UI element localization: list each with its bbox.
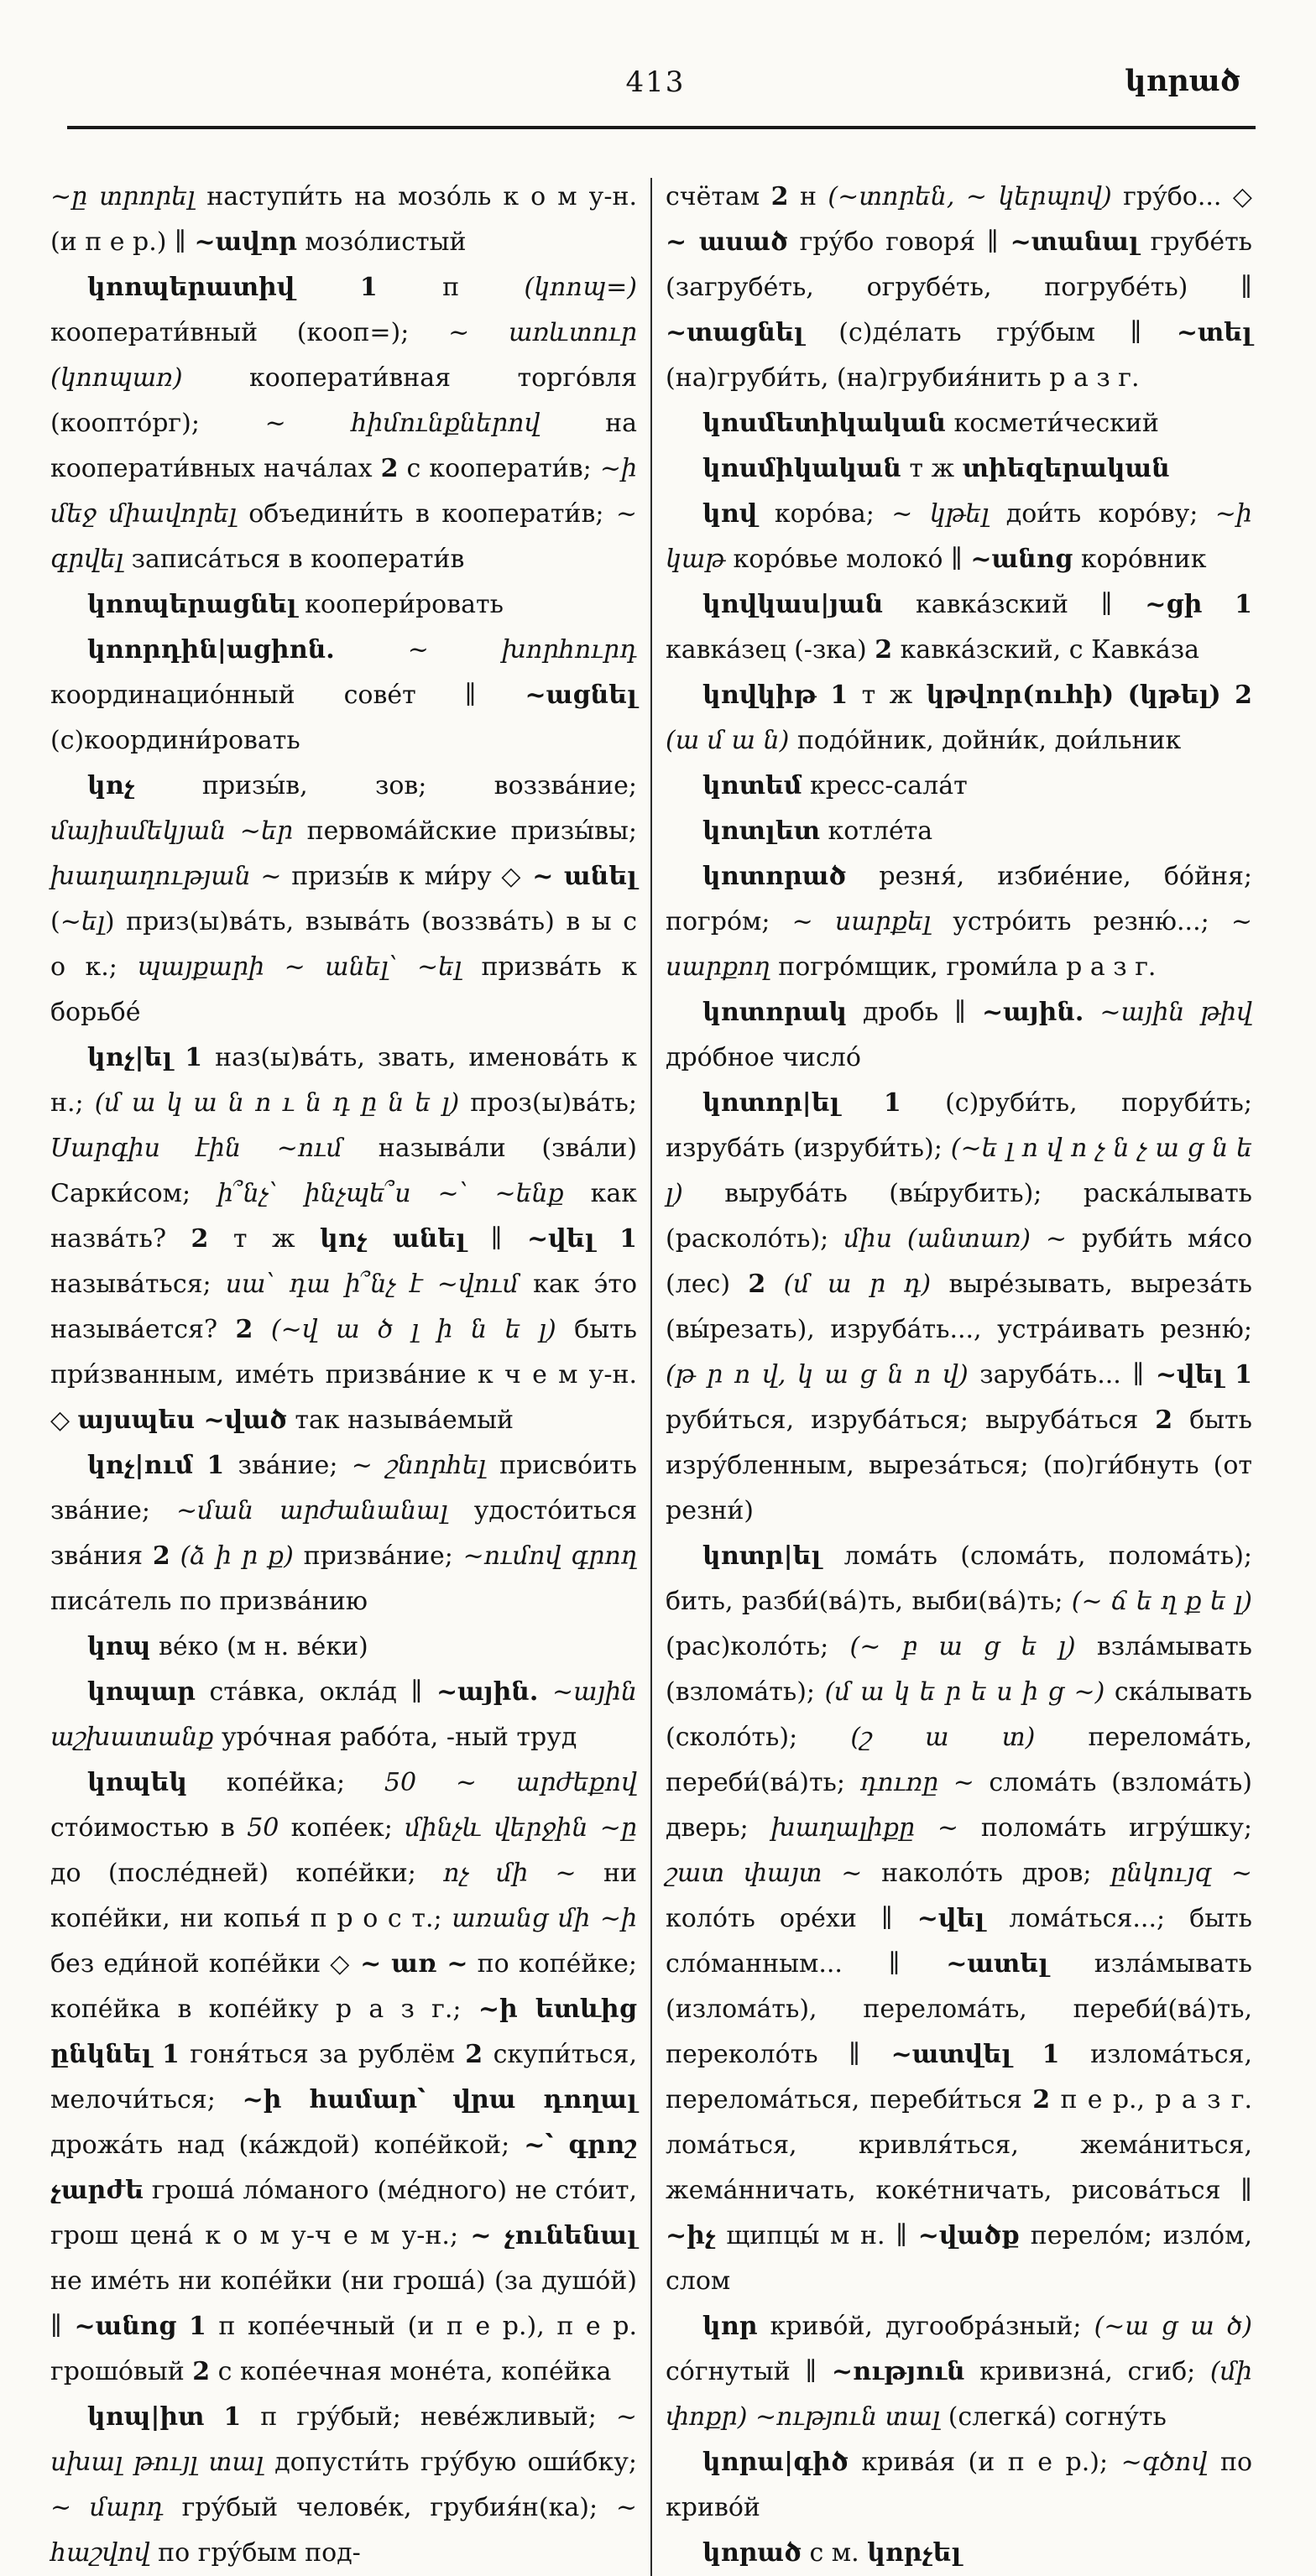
translation-text: криво́й, дугообра́зный; xyxy=(757,2312,1094,2341)
translation-text xyxy=(817,681,830,710)
translation-text: устро́ить резню́...; xyxy=(931,907,1231,936)
translation-text: коро́ва; xyxy=(757,499,892,529)
armenian-example: (~ա ց ա ծ) xyxy=(1094,2312,1252,2341)
translation-text: перело́м; изло́м, слом xyxy=(666,2221,1252,2296)
headword-or-idiom: 2 xyxy=(1155,1405,1173,1435)
headword-or-idiom: կոտր|ել xyxy=(702,1541,822,1571)
translation-text: ска́лывать (сколо́ть); xyxy=(666,1677,1252,1752)
translation-text: записа́ться в кооперати́в xyxy=(123,545,465,574)
dictionary-entry xyxy=(50,1760,637,2395)
armenian-example: ~ հիմունքներով xyxy=(264,409,540,438)
headword-or-idiom: կոչ xyxy=(87,771,135,800)
headword-or-idiom: 2 xyxy=(1032,2085,1051,2115)
translation-text: зва́ние; xyxy=(224,1451,352,1480)
translation-text: кривизна́, сгиб; xyxy=(964,2357,1210,2386)
translation-text xyxy=(1084,998,1099,1027)
headword-or-idiom: կոպար xyxy=(87,1677,196,1707)
headword-or-idiom: կոսմիկական xyxy=(702,454,901,483)
headword-or-idiom: ~՝ գրոշ չարժե xyxy=(50,2130,637,2205)
translation-text xyxy=(538,1677,552,1707)
translation-text: называ́ли (зва́ли) Сарки́сом; xyxy=(50,1134,637,1208)
headword-or-idiom: ~վել xyxy=(526,1224,595,1254)
armenian-example: (~ե լ ո վ ո չ ն չ ա ց ն ե լ) xyxy=(666,1134,1252,1208)
armenian-example: (~ բ ա ց ե լ) xyxy=(849,1632,1076,1661)
headword-or-idiom: 1 xyxy=(619,1224,637,1254)
dictionary-entry xyxy=(50,1624,637,1670)
armenian-example: մայիսմեկյան ~եր xyxy=(50,816,294,846)
translation-text xyxy=(1224,1360,1235,1390)
translation-text: щипцы́ м н. ∥ xyxy=(715,2221,918,2250)
headword-or-idiom: կոպեկ xyxy=(87,1768,187,1797)
armenian-example: ~ գրվել xyxy=(50,499,637,574)
armenian-example: ~ սարքել xyxy=(791,907,932,936)
headword-or-idiom: կոչ|ել xyxy=(87,1043,173,1072)
translation-text: дро́бное число́ xyxy=(666,1043,861,1072)
translation-text: кресс-сала́т xyxy=(802,771,968,800)
headword-or-idiom: ~ատվել xyxy=(890,2040,1012,2069)
translation-text: п xyxy=(377,273,525,302)
dictionary-entry xyxy=(50,1443,637,1624)
translation-text: гроша́ ло́маного (ме́дного) не сто́ит, грош цена́ к о м у-ч е м у-н.; xyxy=(50,2176,637,2250)
armenian-example: խաղաղության ~ xyxy=(50,862,282,891)
headword-or-idiom: կոտլետ xyxy=(702,816,820,846)
translation-text: кавка́зский ∥ xyxy=(883,590,1146,619)
translation-text: дробь ∥ xyxy=(847,998,983,1027)
armenian-example: դուռը ~ xyxy=(859,1768,974,1797)
translation-text xyxy=(595,1224,620,1254)
translation-text: ни копе́йки, ни копья́ п р о с т.; xyxy=(50,1859,638,1933)
armenian-example: ~ել xyxy=(60,907,105,936)
headword-or-idiom: կովկաս|յան xyxy=(702,590,884,619)
headword-or-idiom: 2 xyxy=(770,182,789,211)
armenian-example: ~ առևտուր (կոոպառ) xyxy=(50,318,637,393)
dictionary-entry xyxy=(666,2304,1252,2440)
dictionary-entry xyxy=(50,175,637,265)
armenian-example: (~տորեն, ~ կերպով) xyxy=(828,182,1112,211)
translation-text: с кооперати́в; xyxy=(398,454,600,483)
translation-text xyxy=(172,1043,185,1072)
armenian-example: (ա մ ա ն) xyxy=(666,726,790,755)
armenian-example: մինչև վերջին ~ը xyxy=(405,1813,637,1843)
translation-text: по гру́бым под- xyxy=(149,2538,361,2568)
translation-text: координацио́нный сове́т ∥ xyxy=(50,681,525,710)
translation-text: выре́зывать, выреза́ть (вы́резать), изруба́ть..., устра́ивать резню́; xyxy=(666,1270,1253,1344)
armenian-example: ~ումով գրող xyxy=(462,1541,637,1571)
translation-text xyxy=(765,1270,783,1299)
headword-or-idiom: կորա|գիծ xyxy=(702,2448,849,2477)
armenian-example: խաղալիքը ~ xyxy=(770,1813,959,1843)
translation-text: по копе́йке; копе́йка в копе́йку р а з г.; xyxy=(50,1949,637,2024)
headword-or-idiom: ~վել xyxy=(916,1904,985,1933)
translation-text: излома́ться, перелома́ться, переби́ться xyxy=(666,2040,1252,2115)
translation-text: т ж xyxy=(901,454,963,483)
translation-text: копе́ек; xyxy=(279,1813,405,1843)
armenian-example: 50 xyxy=(247,1813,279,1843)
translation-text: называ́ться; xyxy=(50,1270,226,1299)
dictionary-entry xyxy=(666,764,1252,809)
translation-text xyxy=(176,2312,189,2341)
translation-text: так называ́емый xyxy=(286,1405,514,1435)
translation-text xyxy=(193,1451,206,1480)
translation-text: руби́ть мя́со (лес) xyxy=(666,1224,1253,1299)
translation-text: перелома́ть, переби́(ва́)ть; xyxy=(666,1723,1252,1797)
armenian-example: միս (անտառ) ~ xyxy=(843,1224,1068,1254)
headword-or-idiom: կով xyxy=(702,499,758,529)
headword-or-idiom: ~ առ ~ xyxy=(360,1949,468,1979)
translation-text: счётам xyxy=(666,182,771,211)
headword-or-idiom: կովկիթ xyxy=(702,681,817,710)
dictionary-entry xyxy=(666,1534,1252,2304)
dictionary-entry xyxy=(50,628,637,764)
translation-text: быть при́званным, име́ть призва́ние к ч е м у-н. ◇ xyxy=(50,1315,638,1435)
headword-or-idiom: 2 xyxy=(380,454,399,483)
headword-or-idiom: ~տացնել xyxy=(666,318,804,347)
translation-text xyxy=(1202,590,1235,619)
translation-text: уро́чная рабо́та, -ный труд xyxy=(213,1723,577,1752)
headword-or-idiom: ~վածք xyxy=(917,2221,1021,2250)
armenian-example: ~ սարքող xyxy=(666,907,1253,982)
translation-text: котле́та xyxy=(819,816,933,846)
headword-or-idiom: կոր xyxy=(702,2312,758,2341)
translation-text: копе́йка; xyxy=(186,1768,384,1797)
translation-text: присво́ить зва́ние; xyxy=(50,1451,637,1525)
headword-or-idiom: 1 xyxy=(161,2040,180,2069)
translation-text: коопери́ровать xyxy=(296,590,504,619)
translation-text: призы́в к ми́ру ◇ xyxy=(281,862,533,891)
headword-or-idiom: 1 xyxy=(188,2312,206,2341)
headword-or-idiom: ~ ասած xyxy=(666,227,788,257)
headword-or-idiom: կոոպերատիվ xyxy=(87,273,295,302)
translation-text: (слегка́) согну́ть xyxy=(940,2402,1167,2432)
dictionary-entry xyxy=(666,673,1252,764)
translation-text: гру́бо говоря́ ∥ xyxy=(787,227,1010,257)
translation-text: наступи́ть на мозо́ль к о м у-н. (и п е р.) ∥ xyxy=(50,182,637,257)
headword-or-idiom: կորչել xyxy=(867,2538,962,2568)
armenian-example: (~ ճ ե ղ ք ե լ) xyxy=(1071,1587,1252,1616)
translation-text: не име́ть ни копе́йки (ни гроша́) (за душо́й) ∥ xyxy=(50,2266,637,2341)
translation-text: призы́в, зов; воззва́ние; xyxy=(134,771,637,800)
translation-text: кавка́зец (-зка) xyxy=(666,635,875,665)
headword-or-idiom: տիեզերական xyxy=(962,454,1170,483)
armenian-example: (շ ա տ) xyxy=(850,1723,1036,1752)
translation-text: крива́я (и п е р.); xyxy=(848,2448,1121,2477)
headword-or-idiom: ~ային. xyxy=(436,1677,539,1707)
armenian-example: ընկույզ ~ xyxy=(1110,1859,1253,1888)
translation-text: гру́бый челове́к, грубия́н(ка); xyxy=(163,2493,616,2522)
left-column xyxy=(50,175,637,2576)
armenian-example: (մի փոքր) ~ություն տալ xyxy=(666,2357,1252,2432)
translation-text: резня́, избие́ние, бо́йня; погро́м; xyxy=(666,862,1252,936)
headword-or-idiom: կոպ|իտ xyxy=(87,2402,205,2432)
translation-text: удосто́иться зва́ния xyxy=(50,1496,637,1571)
armenian-example: 50 ~ արժեքով xyxy=(384,1768,637,1797)
translation-text: гру́бо... ◇ xyxy=(1111,182,1252,211)
armenian-example: ~ը տրորել xyxy=(50,182,196,211)
headword-or-idiom: 1 xyxy=(223,2402,242,2432)
headword-or-idiom: 1 xyxy=(1042,2040,1060,2069)
translation-text: кооперати́вная торго́вля (коопто́рг); xyxy=(50,363,637,438)
headword-or-idiom: կոոպերացնել xyxy=(87,590,297,619)
armenian-example: ~ կթել xyxy=(891,499,990,529)
armenian-example: ոչ մի ~ xyxy=(443,1859,577,1888)
headword-or-idiom: կոտոր|ել xyxy=(702,1088,840,1118)
right-column xyxy=(666,175,1252,2576)
dictionary-entry xyxy=(50,1035,637,1443)
headword-or-idiom: 1 xyxy=(1235,1360,1252,1390)
translation-text: мозо́листый xyxy=(296,227,467,257)
headword-or-idiom: ~իչ xyxy=(666,2221,716,2250)
armenian-example: ~ի մեջ միավորել xyxy=(50,454,637,529)
dictionary-entry xyxy=(666,1081,1252,1534)
translation-text: до (после́дней) копе́йки; xyxy=(50,1859,444,1888)
translation-text: коро́вник xyxy=(1073,545,1207,574)
headword-or-idiom: ~անոց xyxy=(74,2312,177,2341)
armenian-example: (ձ ի ր ք) xyxy=(180,1541,294,1571)
headword-or-idiom: ~ացնել xyxy=(525,681,637,710)
headword-or-idiom: ~ի ետևից ընկնել xyxy=(50,1995,638,2069)
headword-or-idiom: 2 xyxy=(1235,681,1252,710)
translation-text: без еди́ной копе́йки ◇ xyxy=(50,1949,361,1979)
dictionary-entry xyxy=(666,446,1252,492)
dictionary-entry xyxy=(50,582,637,628)
headword-or-idiom: կոպ xyxy=(87,1632,151,1661)
headword-or-idiom: 1 xyxy=(883,1088,901,1118)
translation-text: с копе́ечная моне́та, копе́йка xyxy=(210,2357,612,2386)
headword-or-idiom: կոչ|ում xyxy=(87,1451,194,1480)
dictionary-entry xyxy=(666,582,1252,673)
armenian-example: (թ ր ո վ, կ ա ց ն ո վ) xyxy=(666,1360,969,1390)
headword-or-idiom: կոչ անել xyxy=(320,1224,467,1254)
translation-text: т ж xyxy=(208,1224,321,1254)
dictionary-entry xyxy=(666,2440,1252,2531)
headword-or-idiom: ~ային. xyxy=(982,998,1084,1027)
translation-text: по криво́й xyxy=(666,2448,1252,2522)
translation-text: как назва́ть? xyxy=(50,1179,637,1254)
translation-text: космети́ческий xyxy=(945,409,1159,438)
headword-or-idiom: ~ավոր xyxy=(194,227,297,257)
translation-text: быть изру́бленным, выреза́ться; (по)ги́бнуть (от резни́) xyxy=(666,1405,1252,1525)
translation-text: выруба́ть (вы́рубить); раска́лывать (расколо́ть); xyxy=(666,1179,1252,1254)
translation-text: проз(ы)ва́ть; xyxy=(459,1088,637,1118)
armenian-example: ~ մարդ xyxy=(50,2493,164,2522)
dictionary-entry xyxy=(50,2395,637,2576)
translation-text: руби́ться, изруба́ться; выруба́ться xyxy=(666,1405,1156,1435)
headword-or-idiom: կթվոր(ուհի) xyxy=(926,681,1115,710)
headword-or-idiom: 2 xyxy=(152,1541,170,1571)
translation-text: ста́вка, окла́д ∥ xyxy=(195,1677,437,1707)
translation-text: изла́мывать (излома́ть), перелома́ть, переби́(ва́)ть, переколо́ть ∥ xyxy=(666,1949,1252,2069)
translation-text: подо́йник, дойни́к, дои́льник xyxy=(789,726,1182,755)
translation-text: кооперати́вный (кооп=); xyxy=(50,318,449,347)
armenian-example: առանց մի ~ի xyxy=(452,1904,638,1933)
translation-text: (рас)коло́ть; xyxy=(666,1632,850,1661)
armenian-example: Սարգիս էին ~ում xyxy=(50,1134,343,1163)
headword-or-idiom: 2 xyxy=(748,1270,766,1299)
armenian-example: ~ հաշվով xyxy=(50,2493,637,2568)
headword-or-idiom: ~անոց xyxy=(970,545,1073,574)
translation-text xyxy=(170,1541,180,1571)
translation-text: наз(ы)ва́ть, звать, именова́ть к н.; xyxy=(50,1043,637,1118)
headword-or-idiom: 1 xyxy=(830,681,849,710)
translation-text: со́гнутый ∥ xyxy=(666,2357,832,2386)
translation-text: объедини́ть в кооперати́в; xyxy=(236,499,616,529)
armenian-example: ~ի կաթ xyxy=(666,499,1252,574)
translation-text: взла́мывать (взлома́ть); xyxy=(666,1632,1252,1707)
headword-or-idiom: ~ատել xyxy=(946,1949,1049,1979)
armenian-example: ~ խորհուրդ xyxy=(407,635,637,665)
translation-text xyxy=(152,2040,162,2069)
headword-or-idiom: 2 xyxy=(875,635,893,665)
translation-text xyxy=(840,1088,884,1118)
headword-or-idiom: կոորդին|ացիոն. xyxy=(87,635,335,665)
headword-or-idiom: կոտեմ xyxy=(702,771,802,800)
dictionary-entry xyxy=(666,175,1252,401)
translation-text xyxy=(1221,681,1235,710)
armenian-example: սա՝ դա ի՞նչ է ~վում xyxy=(225,1270,520,1299)
headword-or-idiom: 1 xyxy=(1235,590,1253,619)
translation-text: п е р., р а з г. лома́ться, кривля́ться, жема́ниться, жема́нничать, коке́тничать, рисова́ться ∥ xyxy=(666,2085,1253,2205)
translation-text: н xyxy=(788,182,828,211)
translation-text: полома́ть игру́шку; xyxy=(958,1813,1252,1843)
dictionary-entry xyxy=(50,764,637,1035)
armenian-example: (մ ա կ ա ն ո ւ ն դ ը ն ե լ) xyxy=(94,1088,460,1118)
headword-or-idiom: 2 xyxy=(191,1224,209,1254)
headword-or-idiom: ~ություն xyxy=(831,2357,965,2386)
armenian-example: ~ սխալ թույլ տալ xyxy=(50,2402,637,2477)
headword-or-idiom: ~ անել xyxy=(532,862,638,891)
dictionary-entry xyxy=(666,809,1252,854)
translation-text: скупи́ться, мелочи́ться; xyxy=(50,2040,637,2115)
page-header xyxy=(50,0,1261,126)
translation-text: лома́ться...; быть сло́манным... ∥ xyxy=(666,1904,1252,1979)
translation-text: ве́ко (м н. ве́ки) xyxy=(150,1632,368,1661)
translation-text: (с)де́лать гру́бым ∥ xyxy=(803,318,1177,347)
headword-or-idiom: ~տել xyxy=(1176,318,1252,347)
translation-text: п копе́ечный (и п е р.), п е р. грошо́вый xyxy=(50,2312,637,2386)
translation-text: допусти́ть гру́бую оши́бку; xyxy=(264,2448,637,2477)
translation-text: сто́имостью в xyxy=(50,1813,248,1843)
dictionary-entry xyxy=(50,1670,637,1760)
translation-text: писа́тель по призва́нию xyxy=(50,1587,368,1616)
headword-or-idiom: 2 xyxy=(192,2357,211,2386)
column-divider xyxy=(650,178,652,2576)
translation-text: ( xyxy=(50,907,60,936)
headword-or-idiom: 1 xyxy=(206,1451,225,1480)
text-columns xyxy=(50,175,1261,2576)
translation-text xyxy=(295,273,359,302)
translation-text: погро́мщик, громи́ла р а з г. xyxy=(770,952,1157,982)
armenian-example: (կոոպ=) xyxy=(524,273,637,302)
translation-text: (с)руби́ть, поруби́ть; изруба́ть (изруби́ть); xyxy=(666,1088,1252,1163)
headword-or-idiom: այսպես ~ված xyxy=(77,1405,287,1435)
headword-or-idiom: կոտորակ xyxy=(702,998,848,1027)
translation-text: призва́ть к борьбе́ xyxy=(50,952,637,1027)
translation-text: кавка́зский, с Кавка́за xyxy=(892,635,1199,665)
translation-text: т ж xyxy=(848,681,927,710)
header-rule xyxy=(67,126,1256,129)
translation-text: (на)груби́ть, (на)грубия́нить р а з г. xyxy=(666,363,1140,393)
headword-or-idiom: 1 xyxy=(359,273,378,302)
armenian-example: պայքարի ~ անել՝ ~ել xyxy=(137,952,462,982)
translation-text xyxy=(1011,2040,1042,2069)
headword-or-idiom: 2 xyxy=(465,2040,483,2069)
translation-text: гоня́ться за рублём xyxy=(179,2040,466,2069)
dictionary-entry xyxy=(666,492,1252,582)
armenian-example: շատ փայտ ~ xyxy=(666,1859,863,1888)
armenian-example: ~ շնորհել xyxy=(351,1451,486,1480)
armenian-example: (մ ա կ ե ր ե ս ի ց ~) xyxy=(824,1677,1105,1707)
translation-text: с м. xyxy=(801,2538,868,2568)
headword-or-idiom: ~վել xyxy=(1155,1360,1224,1390)
headword-or-idiom: 1 xyxy=(185,1043,203,1072)
translation-text xyxy=(1114,681,1127,710)
running-head: կորած xyxy=(1125,64,1240,98)
armenian-example: ~ային թիվ xyxy=(1099,998,1252,1027)
translation-text: коро́вье молоко́ ∥ xyxy=(725,545,971,574)
page-number: 413 xyxy=(625,65,686,99)
armenian-example: ~ման արժանանալ xyxy=(176,1496,448,1525)
translation-text: ) приз(ы)ва́ть, взыва́ть (воззва́ть) в ы с о к.; xyxy=(50,907,637,982)
dictionary-entry xyxy=(50,265,637,582)
translation-text: ∥ xyxy=(466,1224,527,1254)
translation-text xyxy=(335,635,408,665)
headword-or-idiom: կոտորած xyxy=(702,862,847,891)
headword-or-idiom: ~տանալ xyxy=(1010,227,1139,257)
translation-text: заруба́ть... ∥ xyxy=(968,1360,1156,1390)
translation-text: первома́йские призы́вы; xyxy=(293,816,637,846)
translation-text: дои́ть коро́ву; xyxy=(989,499,1215,529)
translation-text: (с)координи́ровать xyxy=(50,726,300,755)
translation-text: коло́ть оре́хи ∥ xyxy=(666,1904,917,1933)
armenian-example: ~գծով xyxy=(1120,2448,1208,2477)
armenian-example: ~ային աշխատանք xyxy=(50,1677,637,1752)
headword-or-idiom: ~ի համար՝ վրա դողալ xyxy=(242,2085,637,2115)
headword-or-idiom: (կթել) xyxy=(1127,681,1221,710)
translation-text: дрожа́ть над (ка́ждой) копе́йкой; xyxy=(50,2130,525,2160)
headword-or-idiom: կոսմետիկական xyxy=(702,409,946,438)
headword-or-idiom: ~ չունենալ xyxy=(470,2221,637,2250)
dictionary-entry xyxy=(666,401,1252,446)
translation-text: слома́ть (взлома́ть) дверь; xyxy=(666,1768,1252,1843)
translation-text xyxy=(204,2402,223,2432)
headword-or-idiom: 2 xyxy=(235,1315,253,1344)
translation-text: наколо́ть дров; xyxy=(862,1859,1111,1888)
dictionary-entry xyxy=(666,990,1252,1081)
dictionary-entry xyxy=(666,854,1252,990)
translation-text: п гру́бый; неве́жливый; xyxy=(241,2402,616,2432)
headword-or-idiom: ~ցի xyxy=(1145,590,1203,619)
translation-text: лома́ть (слома́ть, полома́ть); бить, разби́(ва́)ть, выби(ва́)ть; xyxy=(666,1541,1252,1616)
armenian-example: (~վ ա ծ լ ի ն ե լ) xyxy=(270,1315,556,1344)
armenian-example: ի՞նչ՝ ինչպե՞ս ~՝ ~ենք xyxy=(217,1179,564,1208)
dictionary-entry xyxy=(666,2531,1252,2576)
translation-text: грубе́ть (загрубе́ть, огрубе́ть, погрубе́ть) ∥ xyxy=(666,227,1253,302)
armenian-example: (մ ա ր դ) xyxy=(783,1270,932,1299)
translation-text: как э́то называ́ется? xyxy=(50,1270,638,1344)
translation-text: призва́ние; xyxy=(293,1541,463,1571)
translation-text: на кооперати́вных нача́лах xyxy=(50,409,638,483)
translation-text xyxy=(253,1315,270,1344)
headword-or-idiom: կորած xyxy=(702,2538,802,2568)
